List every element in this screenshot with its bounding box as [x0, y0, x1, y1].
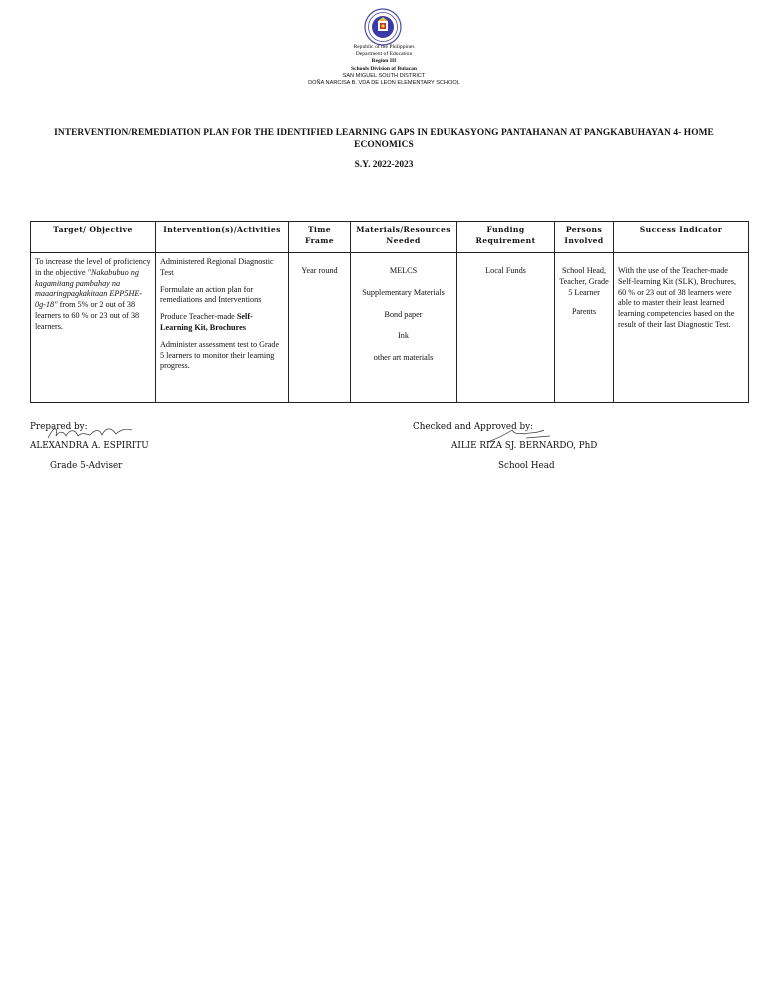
- target-rest: from 5% or 2 out of 38 learners to 60 % or 23 out of 38 learners.: [35, 300, 140, 331]
- intervention-item: Administered Regional Diagnostic Test: [160, 257, 274, 277]
- document-title: INTERVENTION/REMEDIATION PLAN FOR THE IDENTIFIED LEARNING GAPS IN EDUKASYONG PANTAHANAN AT PANGKABUHAYAN 4- HOME ECONOMICS: [54, 128, 714, 150]
- header-school: DOÑA NARCISA B. VDA DE LEON ELEMENTARY SCHOOL: [308, 80, 460, 87]
- col-intervention: Intervention(s)/Activities: [156, 222, 289, 253]
- cell-intervention: [156, 253, 289, 403]
- cell-target: [31, 253, 156, 403]
- cell-materials: [351, 253, 457, 403]
- col-persons: Persons Involved: [555, 222, 614, 253]
- intervention-item: Produce Teacher-made Self-Learning Kit, Brochures: [160, 312, 253, 332]
- deped-seal: [364, 8, 402, 46]
- material-item: Ink: [398, 331, 409, 341]
- intervention-plan-table: [30, 221, 749, 403]
- table-row: [31, 253, 749, 403]
- prepared-by-label: Prepared by:: [30, 422, 88, 432]
- school-year: S.Y. 2022-2023: [354, 160, 414, 170]
- material-item: Supplementary Materials: [362, 287, 445, 297]
- material-item: other art materials: [373, 353, 434, 363]
- col-target: Target/ Objective: [31, 222, 156, 253]
- header-region: Region III: [371, 58, 397, 65]
- intervention-item: Formulate an action plan for remediations and Interventions: [160, 284, 262, 305]
- col-materials: Materials/Resources Needed: [351, 222, 457, 253]
- header-division: Schools Division of Bulacan: [350, 65, 418, 72]
- col-funding: Funding Requirement: [457, 222, 555, 253]
- persons-item: Parents: [571, 307, 597, 317]
- approved-name: AILIE RIZA SJ. BERNARDO, PhD: [451, 441, 598, 451]
- col-success: Success Indicator: [614, 222, 749, 253]
- target-competency: "Nakabubuo ng kagamitang pambahay na maaaringpagkakitaan EPP5HE-0g-18": [35, 267, 143, 310]
- header-republic: Republic of the Philippines: [353, 44, 415, 50]
- cell-persons: [555, 253, 614, 403]
- header-department: Department of Education: [355, 51, 413, 58]
- material-item: Bond paper: [384, 309, 423, 319]
- prepared-signature: [46, 424, 134, 442]
- approved-position: School Head: [498, 461, 555, 471]
- persons-item: School Head, Teacher, Grade 5 Learner: [559, 266, 609, 297]
- material-item: MELCS: [389, 266, 418, 275]
- intervention-bold: Self-Learning Kit, Brochures: [160, 312, 253, 332]
- target-intro: To increase the level of proficiency in the objective: [35, 257, 151, 277]
- cell-success: With the use of the Teacher-made Self-learning Kit (SLK), Brochures, 60 % or 23 out of 38 learners were able to master their least learned learning competencies based on the result of their last Diagnostic Test.: [614, 253, 749, 403]
- cell-funding: Local Funds: [457, 253, 555, 403]
- approved-by-label: Checked and Approved by:: [413, 422, 534, 432]
- cell-time-frame: Year round: [289, 253, 351, 403]
- prepared-position: Grade 5-Adviser: [50, 461, 123, 471]
- header-district: SAN MIGUEL SOUTH DISTRICT: [342, 72, 426, 79]
- col-time-frame: Time Frame: [289, 222, 351, 253]
- intervention-item: Administer assessment test to Grade 5 learners to monitor their learning progress.: [160, 339, 280, 371]
- letterhead: [0, 44, 768, 87]
- prepared-name: ALEXANDRA A. ESPIRITU: [30, 441, 149, 451]
- table-header-row: [31, 222, 749, 253]
